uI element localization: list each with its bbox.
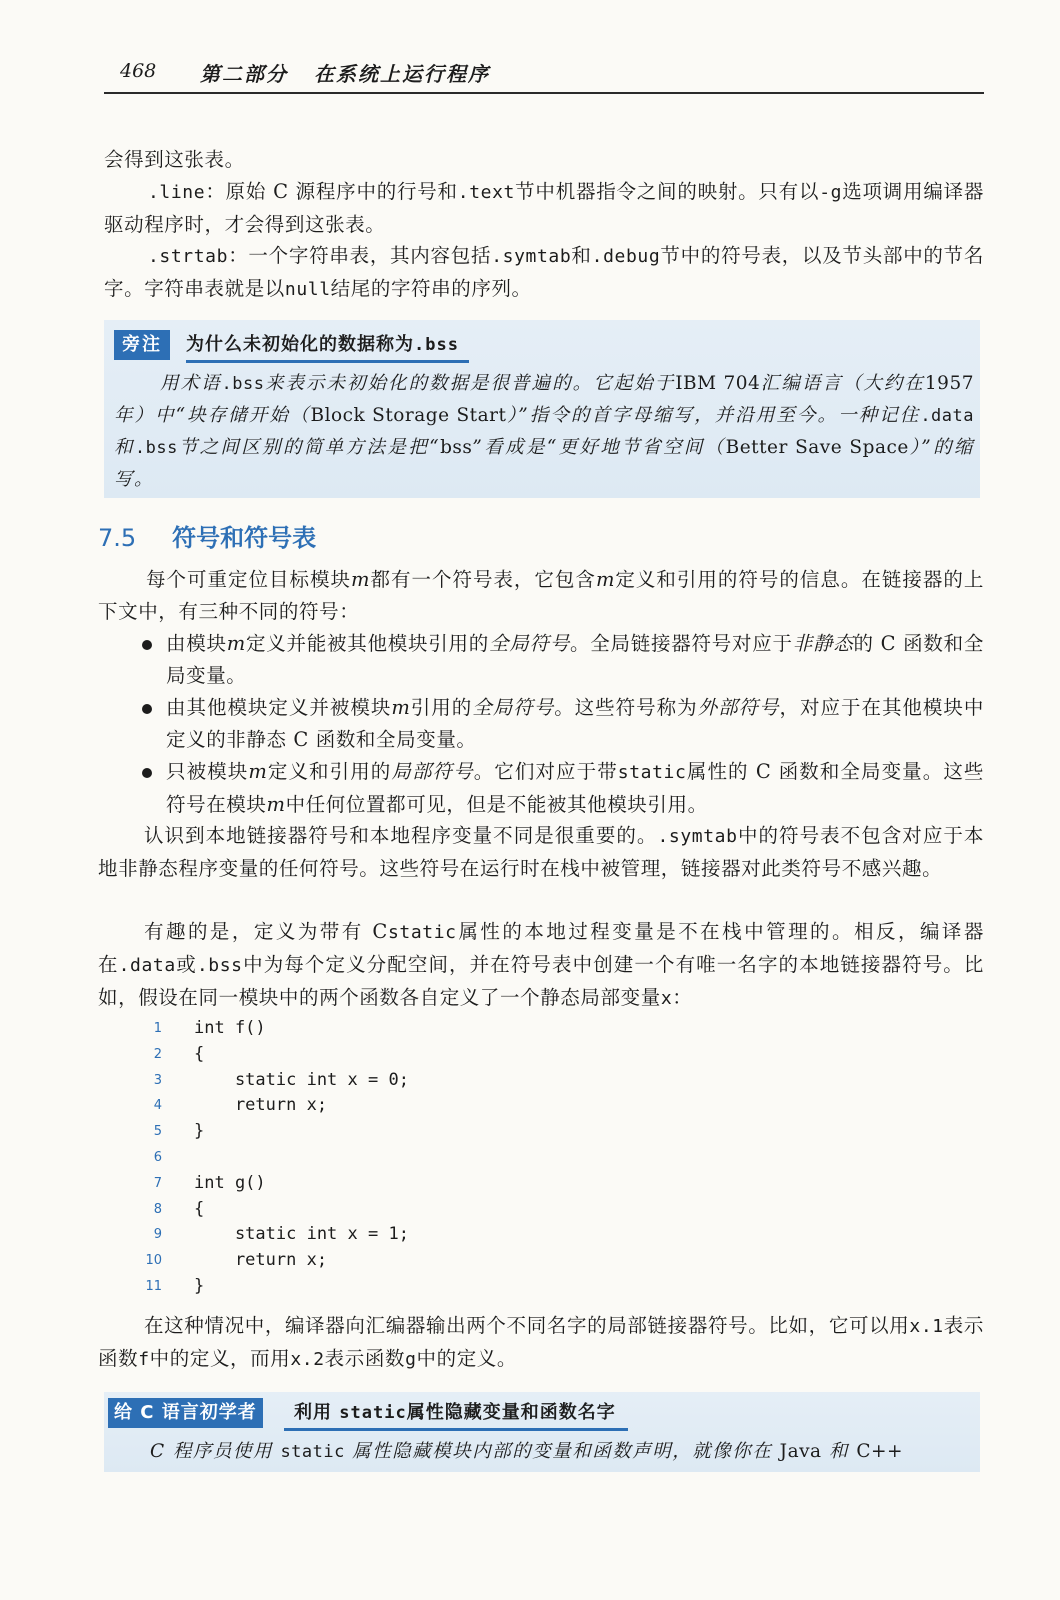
text: 来表示未初始化的数据是很普遍的。它起始于 xyxy=(264,373,676,394)
code-term: -g xyxy=(819,182,843,203)
code-term: g xyxy=(405,1349,417,1370)
aside-title xyxy=(186,330,469,363)
text: 1957 xyxy=(924,373,974,394)
line-number: 7 xyxy=(153,1175,162,1191)
text: 有趣的是，定义为带有 C xyxy=(144,920,388,943)
line-number: 8 xyxy=(153,1201,162,1217)
text: 的 C 函数和全局变量。 xyxy=(166,632,984,687)
code-text: return x; xyxy=(194,1095,328,1116)
beginner-tag: 给 C 语言初学者 xyxy=(108,1398,263,1428)
code-term: .bss xyxy=(414,335,459,355)
text: 属性的本地过程变量是不在栈中管理的。相反，编译器在 xyxy=(98,920,984,976)
code-term: .bss xyxy=(196,955,243,976)
line-number: 3 xyxy=(153,1072,162,1088)
text: C 程序员使用 xyxy=(150,1441,274,1462)
paragraph-symbols-intro xyxy=(98,564,984,628)
text: 都有一个符号表，它包含 xyxy=(370,568,596,591)
text: Better Save Space xyxy=(725,437,909,458)
section-heading xyxy=(98,518,316,558)
text: 结尾的字符串的序列。 xyxy=(330,277,532,300)
code-term: static xyxy=(280,1442,345,1462)
emphasis: 外部符号 xyxy=(697,696,780,719)
text: 中的定义，而用 xyxy=(149,1347,291,1370)
code-term: x.1 xyxy=(909,1316,944,1337)
code-term: f xyxy=(138,1349,150,1370)
code-line xyxy=(140,1197,640,1223)
line-number: 4 xyxy=(153,1098,162,1114)
paragraph-local-symbols xyxy=(98,820,984,885)
text: 利用 xyxy=(294,1402,332,1423)
code-term: null xyxy=(284,279,331,300)
text: 。全局链接器符号对应于 xyxy=(569,632,793,655)
code-term: x xyxy=(660,988,673,1009)
text: 中任何位置都可见，但是不能被其他模块引用。 xyxy=(285,793,708,816)
math-var: m xyxy=(266,793,286,816)
code-term: .bss xyxy=(134,438,178,458)
text: 和 xyxy=(828,1441,849,1462)
running-header xyxy=(104,52,984,94)
text: 节中的符号表，以及节头部中的节名字。字符串表就是以 xyxy=(104,244,984,300)
intro-paragraph-line xyxy=(104,176,984,241)
code-term: .line xyxy=(148,182,206,203)
line-number: 2 xyxy=(153,1046,162,1062)
emphasis: 全局符号 xyxy=(472,696,555,719)
code-term: .bss xyxy=(221,374,265,394)
code-line xyxy=(140,1274,640,1300)
code-term: .data xyxy=(920,406,974,426)
text: 定义并能被其他模块引用的 xyxy=(245,632,489,655)
math-var: m xyxy=(248,760,268,783)
code-text: int g() xyxy=(194,1172,266,1193)
text: 中为每个定义分配空间，并在符号表中创建一个有唯一名字的本地链接器符号。比如，假设在同一模块中的两个函数各自定义了一个静态局部变量 xyxy=(98,953,984,1009)
text: ：一个字符串表，其内容包括 xyxy=(228,244,492,267)
code-text: static int x = 0; xyxy=(194,1069,409,1090)
page-number: 468 xyxy=(120,60,157,82)
code-term: .data xyxy=(118,955,176,976)
text: ：原始 C 源程序中的行号和 xyxy=(205,180,458,203)
paragraph-compiler-output xyxy=(98,1310,984,1376)
text: 和 xyxy=(114,437,135,458)
line-number: 9 xyxy=(153,1227,162,1243)
code-term: .symtab xyxy=(657,826,738,847)
text: 年）中“块存储开始（ xyxy=(114,405,311,426)
text: C++ xyxy=(856,1441,904,1462)
code-text: { xyxy=(194,1198,205,1219)
bullet-list xyxy=(138,628,984,821)
text: 属性的 C 函数和全局变量。这些符号在模块 xyxy=(166,760,985,816)
text: 由模块 xyxy=(166,632,227,655)
emphasis: 全局符号 xyxy=(488,632,570,655)
text: 节中机器指令之间的映射。只有以 xyxy=(514,180,820,203)
text: 引用的 xyxy=(410,696,473,719)
text: 只被模块 xyxy=(166,760,249,783)
list-item xyxy=(138,756,984,821)
code-line xyxy=(140,1248,640,1274)
code-line xyxy=(140,1068,640,1094)
beginner-body xyxy=(150,1436,970,1468)
text: 由其他模块定义并被模块 xyxy=(166,696,392,719)
bullet-dot xyxy=(142,640,152,650)
bullet-dot xyxy=(142,704,152,714)
code-line xyxy=(140,1042,640,1068)
text: 用术语 xyxy=(160,373,222,394)
code-text: return x; xyxy=(194,1250,328,1271)
text: 定义和引用的 xyxy=(267,760,392,783)
math-var: m xyxy=(226,632,246,655)
section-number: 7.5 xyxy=(98,524,137,552)
intro-paragraph-0 xyxy=(104,144,984,176)
text: 每个可重定位目标模块 xyxy=(146,568,351,591)
code-text: } xyxy=(194,1275,205,1296)
code-term: static xyxy=(617,762,687,783)
code-text: { xyxy=(194,1043,205,1064)
code-term: x.2 xyxy=(290,1349,325,1370)
code-line xyxy=(140,1171,640,1197)
list-item xyxy=(138,692,984,756)
text: 。它们对应于带 xyxy=(473,760,618,783)
text: 属性隐藏模块内部的变量和函数声明，就像你在 xyxy=(352,1441,773,1462)
text: ： xyxy=(672,986,693,1009)
text: 定义和引用的符号的信息。在链接器的上下文中，有三种不同的符号： xyxy=(98,568,984,623)
code-text: static int x = 1; xyxy=(194,1224,409,1245)
text: ，对应于在其他模块中定义的非静态 C 函数和全局变量。 xyxy=(166,696,984,751)
text: IBM 704 xyxy=(675,373,761,394)
code-term: static xyxy=(387,922,457,943)
emphasis: 局部符号 xyxy=(391,760,474,783)
line-number: 5 xyxy=(153,1124,162,1140)
text: 或 xyxy=(175,953,197,976)
list-item xyxy=(138,628,984,692)
code-term: .text xyxy=(457,182,515,203)
beginner-title xyxy=(284,1398,628,1431)
line-number: 1 xyxy=(153,1021,162,1036)
text: 会得到这张表。 xyxy=(104,148,245,171)
text: 中的符号表不包含对应于本地非静态程序变量的任何符号。这些符号在运行时在栈中被管理，链接器对此类符号不感兴趣。 xyxy=(98,824,984,880)
text: 表示函数 xyxy=(324,1347,406,1370)
code-text: } xyxy=(194,1121,205,1142)
text: ）”指令的首字母缩写，并沿用至今。一种记住 xyxy=(506,405,921,426)
beginner-note-box xyxy=(104,1392,980,1472)
aside-tag: 旁注 xyxy=(114,330,170,360)
text: 认识到本地链接器符号和本地程序变量不同是很重要的。 xyxy=(144,824,658,847)
text: Block Storage Start xyxy=(310,405,507,426)
text: Java xyxy=(779,1441,822,1462)
section-title: 符号和符号表 xyxy=(172,524,317,552)
text: 表示函数 xyxy=(98,1314,984,1370)
text: 在这种情况中，编译器向汇编器输出两个不同名字的局部链接器符号。比如，它可以用 xyxy=(144,1314,910,1337)
code-term: .symtab xyxy=(491,246,572,267)
text: 。这些符号称为 xyxy=(554,696,698,719)
code-line xyxy=(140,1145,640,1171)
code-line xyxy=(140,1093,640,1119)
emphasis: 非静态 xyxy=(792,632,854,655)
paragraph-static-vars xyxy=(98,916,984,1015)
header-part: 第二部分 xyxy=(200,62,288,86)
code-line xyxy=(140,1119,640,1145)
text: 中的定义。 xyxy=(416,1347,518,1370)
code-listing xyxy=(140,1016,640,1300)
math-var: m xyxy=(391,696,411,719)
text: 为什么未初始化的数据称为 xyxy=(186,334,414,355)
text: ”看成是“更好地节省空间（ xyxy=(472,437,726,458)
header-chapter: 在系统上运行程序 xyxy=(314,62,490,86)
math-var: m xyxy=(350,568,371,591)
text: 节之间区别的简单方法是把“ xyxy=(177,437,441,458)
intro-paragraph-strtab xyxy=(104,240,984,306)
line-number: 10 xyxy=(145,1253,162,1269)
code-term: .debug xyxy=(591,246,661,267)
line-number: 11 xyxy=(145,1278,162,1294)
code-term: .strtab xyxy=(148,246,229,267)
text: 和 xyxy=(571,244,592,267)
math-var: m xyxy=(595,568,616,591)
text: ）”的缩写。 xyxy=(114,437,974,490)
text: 属性隐藏变量和函数名字 xyxy=(406,1402,616,1423)
text: 选项调用编译器驱动程序时，才会得到这张表。 xyxy=(104,180,984,236)
aside-box xyxy=(104,320,980,498)
code-text: int f() xyxy=(194,1018,266,1038)
code-line xyxy=(140,1016,640,1042)
code-line xyxy=(140,1222,640,1248)
bullet-dot xyxy=(142,768,152,778)
text: bss xyxy=(440,437,473,458)
code-term: static xyxy=(339,1403,407,1423)
text: 汇编语言（大约在 xyxy=(760,373,925,394)
aside-body xyxy=(114,368,974,496)
line-number: 6 xyxy=(153,1149,162,1165)
